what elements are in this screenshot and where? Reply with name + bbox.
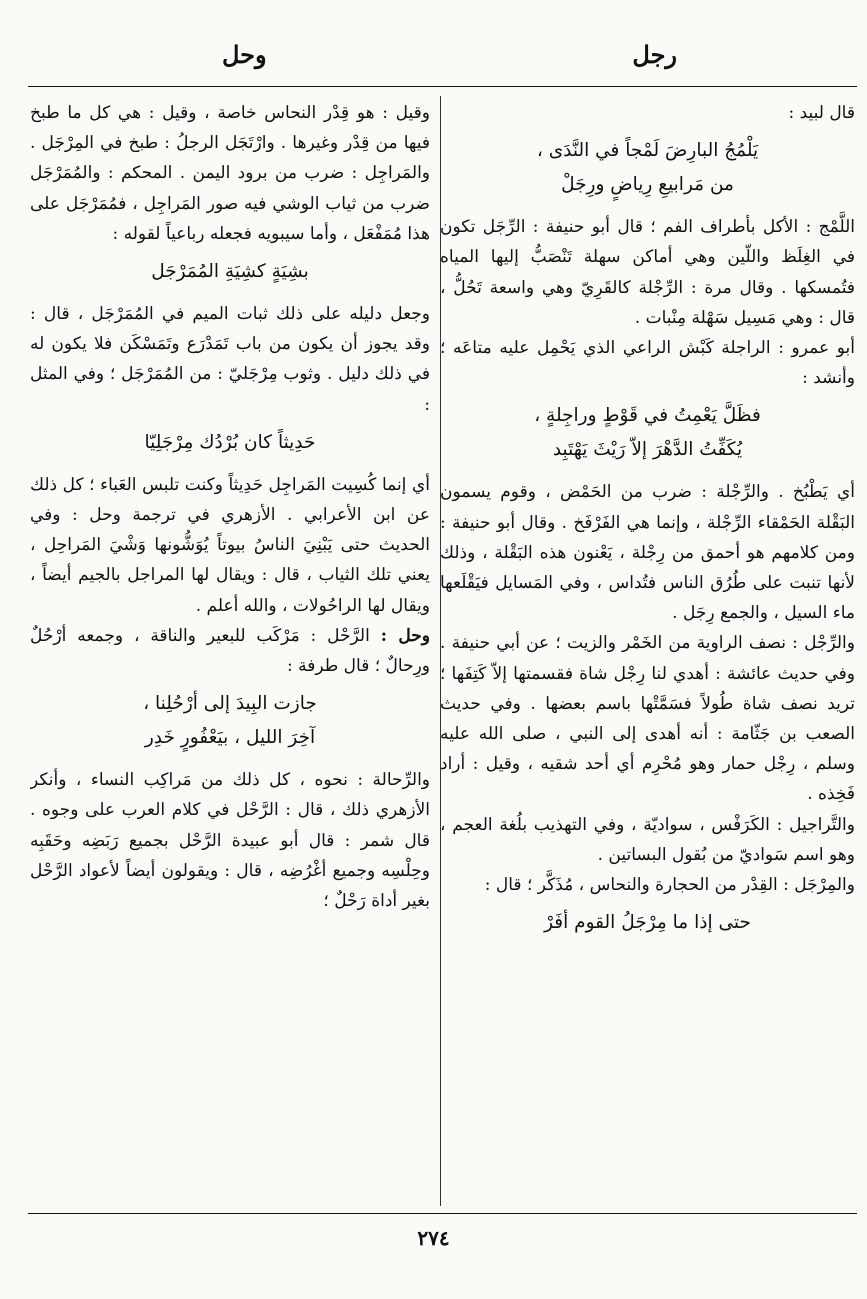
verse-line: يُكَفِّتُ الدَّهْرَ إلاّ رَيْثَ يَهْتَبِد [552, 439, 743, 461]
verse [30, 255, 430, 289]
verse [440, 134, 855, 202]
page-number: ٢٧٤ [417, 1226, 450, 1250]
paragraph: والرِّجْل : نصف الراوية من الخَمْر والزيت ؛ عن أبي حنيفة . وفي حديث عائشة : أهدي لنا رِجْل شاة فقسمتها إلاّ كَتِفَها ؛ تريد نصف شاة طُولاً فسَمَّتْها باسم بعضها . وفي حديث الصعب بن جَثّامة : أنه أهدى إلى النبي ، صلى الله عليه وسلم ، رِجْل حمار وهو مُحْرِم أي أحد شقيه ، وقيل : أراد فَخِذه . [440, 633, 855, 805]
paragraph: والتَّراجيل : الكَرَفْس ، سواديّة ، وفي التهذيب بلُغة العجم ، وهو اسم سَواديّ من بُقول البساتين . [440, 814, 855, 865]
verse [30, 426, 430, 460]
paragraph: والمِرْجَل : القِدْر من الحجارة والنحاس ، مُذَكَّر ؛ قال : [484, 875, 855, 896]
paragraph: والرِّحالة : نحوه ، كل ذلك من مَراكِب النساء ، وأنكر الأزهري ذلك ، قال : الرَّحْل في كلام العرب على وجوه . قال شمر : قال أبو عبيدة الرَّحْل بجميع رَبَضِه وحَقَبِه وحِلْسِه وجميع أغْرُضِه ، قال : ويقولون أيضاً لأعواد الرَّحْل بغير أداة رَحْلٌ ؛ [30, 770, 430, 912]
paragraph: وجعل دليله على ذلك ثبات الميم في المُمَرْجَل ، قال : وقد يجوز أن يكون من باب تَمَدْرَع وتَمَسْكَن فلا يكون له في ذلك دليل . وثوب مِرْجَليّ : من المُمَرْجَل ؛ وفي المثل : [30, 304, 430, 415]
verse-line: آخِرَ الليل ، بيَعْفُورٍ خَدِر [144, 727, 316, 749]
bottom-rule [28, 1213, 857, 1214]
verse-line: جازت البِيدَ إلى أرْحُلِنا ، [143, 693, 317, 715]
right-column [440, 98, 855, 1206]
verse [440, 906, 855, 940]
paragraph: قال لبيد : [788, 103, 855, 123]
verse-line: بشِيَةٍ كشِيَةِ المُمَرْجَل [151, 261, 309, 283]
top-rule [28, 86, 857, 87]
verse-line: حتى إذا ما مِرْجَلُ القوم أفَرْ [544, 912, 751, 934]
entry-paragraph [30, 621, 430, 681]
paragraph: أي يَطْبُخ . والرِّجْلة : ضرب من الحَمْض ، وقوم يسمون البَقْلة الحَمْقاء الرِّجْلة ، وإنما هي الفَرْفَخ . وقال أبو حنيفة : ومن كلامهم هو أحمق من رِجْلة ، يَعْنون هذه البَقْلة ، وذلك لأنها تنبت على طُرُق الناس فتُداس ، وفي المَسايل فيَقْلَعها ماء السيل ، والجمع رِجَل . [440, 482, 855, 624]
right-column-header: رجل [632, 40, 677, 69]
verse-line: يَلْمُجُ البارِضَ لَمْجاً في النَّدَى ، [536, 140, 759, 162]
verse-line: فظَلَّ يَعْمِتُ في قَوْطٍ وراجِلةٍ ، [534, 405, 761, 427]
verse [30, 687, 430, 755]
left-column-header: وحل [222, 40, 267, 69]
verse [440, 399, 855, 467]
paragraph: أي إنما كُسِيت المَراجِل حَدِيثاً وكنت تلبس العَباء ؛ كل ذلك عن ابن الأعرابي . الأزهري في ترجمة وحل : وفي الحديث حتى يَبْنِيَ الناسُ بيوتاً يُوَشُّونها وَشْيَ المَراحِل ، يعني تلك الثياب ، قال : ويقال لها المراجل بالجيم أيضاً ، ويقال لها الراحُولات ، والله أعلم . [30, 474, 430, 616]
paragraph: أبو عمرو : الراجلة كَبْش الراعي الذي يَحْمِل عليه متاعَه ؛ وأنشد : [440, 338, 855, 389]
paragraph: وقيل : هو قِدْر النحاس خاصة ، وقيل : هي كل ما طبخ فيها من قِدْر وغيرها . وارْتَجَل الرجلُ : طبخ في المِرْجَل . والمَراجِل : ضرب من برود اليمن . المحكم : والمُمَرْجَل ضرب من ثياب الوشي فيه صور المَراجِل ، فمُمَرْجَل على هذا مُمَفْعَل ، وأما سيبويه فجعله رباعياً لقوله : [30, 103, 430, 244]
entry-text: الرَّحْل : مَرْكَب للبعير والناقة ، وجمعه أرْحُلٌ ورِحالٌ ؛ قال طرفة : [30, 625, 430, 677]
verse-line: من مَرابيعِ رِياضٍ ورِجَلْ [561, 174, 734, 196]
entry-headword: وحل : [380, 625, 430, 646]
paragraph: اللَّمْج : الأكل بأطراف الفم ؛ قال أبو حنيفة : الرِّجَل تكون في الغِلَظ واللّين وهي أماكن سهلة تَنْصَبُّ إليها المياه فتُمسكها . وقال مرة : الرِّجْلة كالقَرِيّ وهي واسعة تَحُلُّ ، قال : وهي مَسِيل سَهْلة مِنْبات . [440, 217, 855, 328]
verse-line: حَدِيثاً كان بُرْدُك مِرْجَلِيّا [144, 431, 316, 453]
left-column [30, 98, 430, 1206]
